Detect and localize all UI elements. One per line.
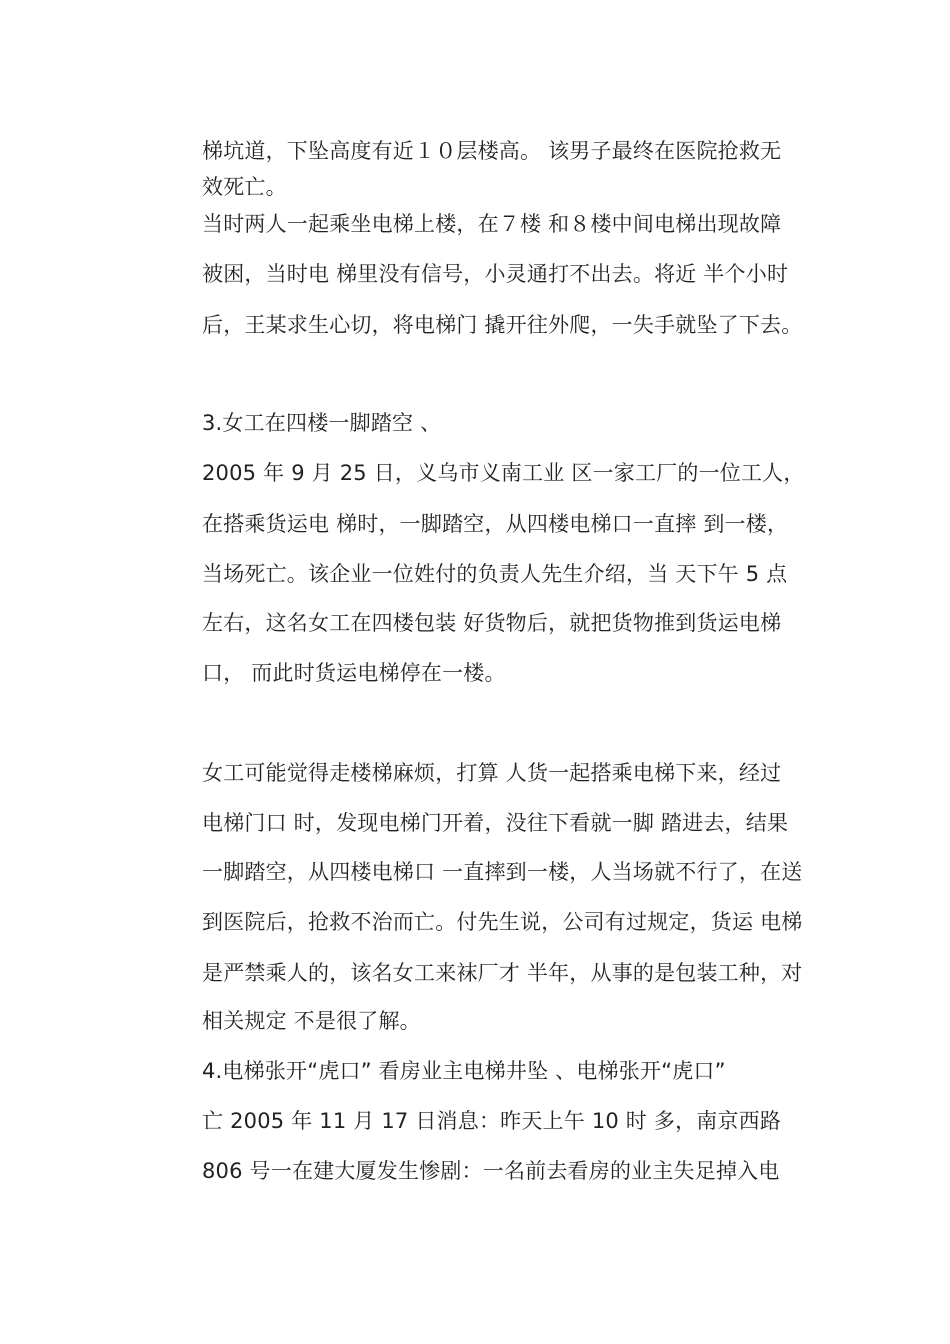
text-line: 女工可能觉得走楼梯麻烦，打算 人货一起搭乘电梯下来，经过 (202, 761, 782, 785)
text-line: 被困，当时电 梯里没有信号，小灵通打不出去。将近 半个小时 (202, 262, 789, 286)
text-line: 到医院后，抢救不治而亡。付先生说，公司有过规定，货运 电梯 (202, 910, 803, 934)
text-line: 左右，这名女工在四楼包装 好货物后，就把货物推到货运电梯 (202, 611, 782, 635)
text-line: 电梯门口 时，发现电梯门开着，没往下看就一脚 踏进去，结果 (202, 811, 789, 835)
text-line: 效死亡。 (202, 175, 287, 199)
text-line: 当时两人一起乘坐电梯上楼，在７楼 和８楼中间电梯出现故障 (202, 212, 782, 236)
text-line: 当场死亡。该企业一位姓付的负责人先生介绍，当 天下午 5 点 (202, 562, 788, 586)
text-line: 相关规定 不是很了解。 (202, 1009, 421, 1033)
text-line: 是严禁乘人的，该名女工来袜厂才 半年，从事的是包装工种，对 (202, 961, 803, 985)
text-line: 806 号一在建大厦发生惨剧：一名前去看房的业主失足掉入电 (202, 1159, 780, 1183)
section-heading: 4.电梯张开“虎口” 看房业主电梯井坠 、电梯张开“虎口” (202, 1059, 726, 1083)
text-line: 口， 而此时货运电梯停在一楼。 (202, 661, 506, 685)
text-line: 在搭乘货运电 梯时，一脚踏空，从四楼电梯口一直摔 到一楼， (202, 512, 789, 536)
text-line: 亡 2005 年 11 月 17 日消息：昨天上午 10 时 多，南京西路 (202, 1109, 782, 1133)
text-line: 梯坑道，下坠高度有近１０层楼高。 该男子最终在医院抢救无 (202, 139, 782, 163)
section-heading: 3.女工在四楼一脚踏空 、 (202, 411, 442, 435)
text-line: 2005 年 9 月 25 日，义乌市义南工业 区一家工厂的一位工人， (202, 461, 805, 485)
text-line: 后，王某求生心切，将电梯门 撬开往外爬，一失手就坠了下去。 (202, 313, 803, 337)
text-line: 一脚踏空，从四楼电梯口 一直摔到一楼，人当场就不行了，在送 (202, 860, 803, 884)
